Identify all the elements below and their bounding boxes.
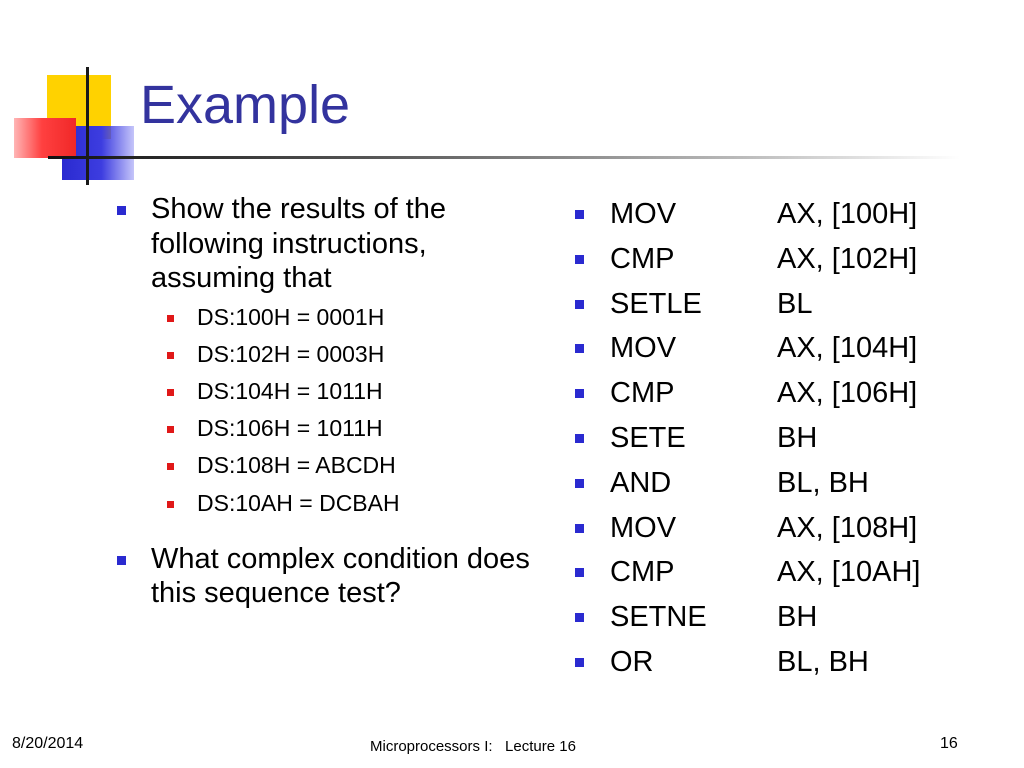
blue-square-bullet-icon (575, 300, 584, 309)
bullet-question (114, 542, 534, 611)
bullet-question-setup (114, 192, 534, 522)
instruction-opcode: CMP (610, 242, 675, 275)
instruction-item (572, 595, 992, 640)
bullet-text: Show the results of the following instructions, assuming that (151, 193, 446, 294)
instruction-opcode: MOV (610, 198, 677, 230)
instruction-operands: AX, [10AH] (777, 556, 921, 589)
decor-red-square (14, 118, 76, 158)
instruction-operands: AX, [102H] (777, 242, 918, 275)
memory-value-item (151, 410, 534, 447)
bullet-text: What complex condition does this sequence test? (151, 542, 530, 610)
instruction-operands: AX, [106H] (777, 377, 918, 410)
blue-square-bullet-icon (575, 479, 584, 488)
memory-values-list (151, 299, 534, 522)
footer-date: 8/20/2014 (12, 735, 84, 752)
blue-square-bullet-icon (117, 556, 126, 565)
blue-square-bullet-icon (575, 524, 584, 533)
instruction-operands: BH (777, 601, 818, 634)
red-square-bullet-icon (167, 426, 174, 433)
instruction-operands: AX, [104H] (777, 332, 918, 365)
instruction-item (572, 461, 992, 506)
instruction-operands: AX, [108H] (777, 511, 918, 544)
title-underline (48, 156, 960, 159)
instruction-opcode: OR (610, 645, 654, 678)
instruction-opcode: SETLE (610, 287, 702, 320)
instruction-opcode: CMP (610, 377, 675, 410)
instruction-list (572, 192, 992, 685)
red-square-bullet-icon (167, 501, 174, 508)
red-square-bullet-icon (167, 389, 174, 396)
footer-lecture-title: Microprocessors I: Lecture 16 (370, 738, 576, 755)
memory-value-text: DS:10AH = DCBAH (197, 489, 400, 516)
red-square-bullet-icon (167, 463, 174, 470)
instruction-opcode: MOV (610, 332, 677, 365)
memory-value-text: DS:108H = ABCDH (197, 452, 396, 479)
instruction-operands: BH (777, 421, 818, 454)
memory-value-item (151, 299, 534, 336)
blue-square-bullet-icon (575, 658, 584, 667)
instruction-operands: BL, BH (777, 645, 869, 678)
instruction-opcode: SETNE (610, 601, 707, 634)
blue-square-bullet-icon (575, 344, 584, 353)
instruction-opcode: SETE (610, 421, 686, 454)
instruction-item (572, 237, 992, 282)
memory-value-text: DS:106H = 1011H (197, 415, 383, 442)
instruction-opcode: AND (610, 466, 672, 499)
memory-value-item (151, 447, 534, 484)
instruction-item (572, 371, 992, 416)
instruction-item (572, 550, 992, 595)
memory-value-text: DS:102H = 0003H (197, 340, 385, 367)
instruction-operands: BL (777, 287, 813, 320)
blue-square-bullet-icon (575, 613, 584, 622)
footer-page-number: 16 (940, 735, 958, 752)
instruction-item (572, 416, 992, 461)
red-square-bullet-icon (167, 315, 174, 322)
instruction-operands: BL, BH (777, 466, 869, 499)
slide-title: Example (140, 75, 351, 135)
red-square-bullet-icon (167, 352, 174, 359)
memory-value-item (151, 373, 534, 410)
blue-square-bullet-icon (575, 255, 584, 264)
instruction-opcode: CMP (610, 556, 675, 589)
instruction-item (572, 282, 992, 327)
blue-square-bullet-icon (575, 434, 584, 443)
memory-value-text: DS:104H = 1011H (197, 377, 383, 404)
instruction-item (572, 640, 992, 685)
blue-square-bullet-icon (575, 210, 584, 219)
blue-square-bullet-icon (117, 206, 126, 215)
instruction-opcode: MOV (610, 511, 677, 544)
instruction-item (572, 192, 992, 237)
memory-value-item (151, 336, 534, 373)
memory-value-item (151, 485, 534, 522)
instruction-item (572, 506, 992, 551)
decor-vertical-line (86, 67, 89, 185)
blue-square-bullet-icon (575, 568, 584, 577)
blue-square-bullet-icon (575, 389, 584, 398)
instruction-operands: AX, [100H] (777, 198, 918, 230)
memory-value-text: DS:100H = 0001H (197, 303, 385, 330)
left-bullet-list (114, 192, 534, 611)
instruction-item (572, 326, 992, 371)
